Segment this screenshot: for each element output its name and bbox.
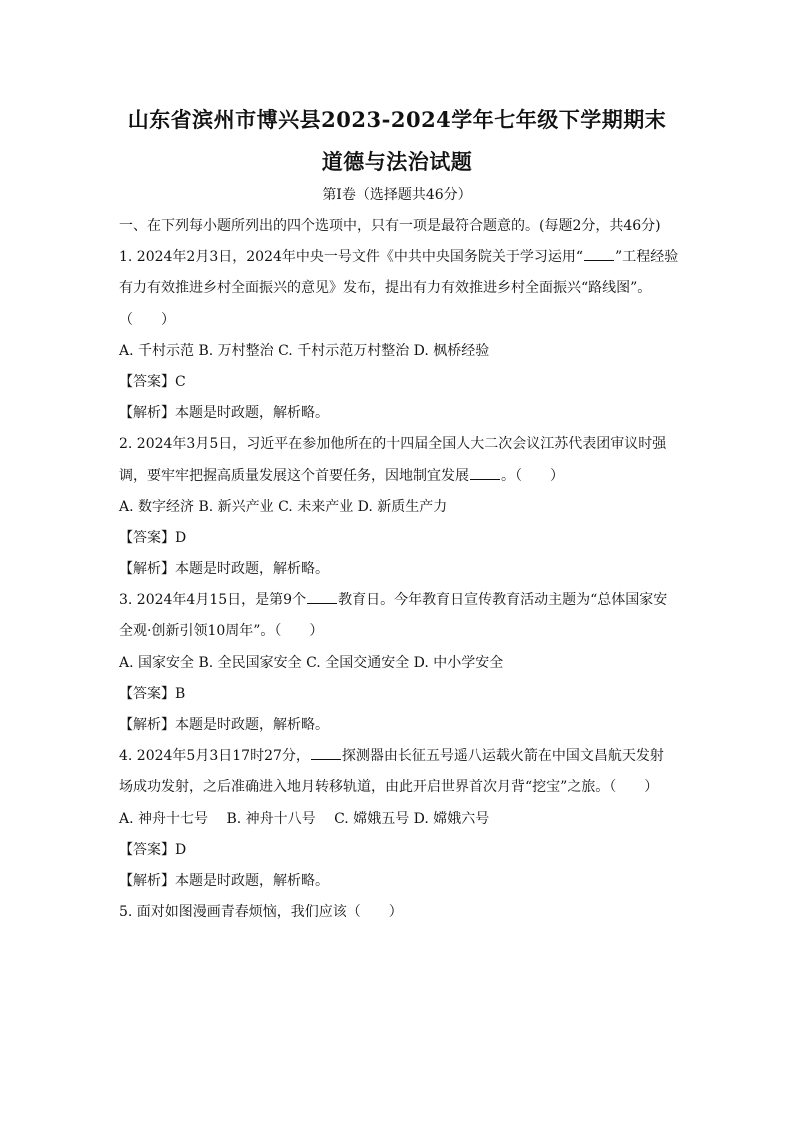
question-3-analysis: 【解析】本题是时政题，解析略。 — [119, 717, 329, 733]
answer-blank — [584, 246, 614, 261]
question-1-stem-line-1: 1. 2024年2月3日，2024年中央一号文件《中共中央国务院关于学习运用“ ”工程经验 — [119, 246, 685, 277]
question-list — [119, 215, 685, 932]
question-1-options: A. 千村示范 B. 万村整治 C. 千村示范万村整治 D. 枫桥经验 — [119, 342, 490, 359]
question-2-answer: 【答案】D — [119, 529, 187, 546]
question-2-stem-line-1: 2. 2024年3月5日，习近平在参加他所在的十四届全国人大二次会议江苏代表团审议时强 — [119, 436, 667, 453]
page-title: 山东省滨州市博兴县2023-2024学年七年级下学期期末 — [127, 107, 667, 132]
question-1-answer: 【答案】C — [119, 373, 186, 390]
question-4-stem-line-2: 场成功发射，之后准确进入地月转移轨道，由此开启世界首次月背“挖宝”之旅。（ ） — [119, 779, 659, 796]
section-heading: 一、在下列每小题所列出的四个选项中，只有一项是最符合题意的。(每题2分，共46分) — [119, 218, 661, 234]
question-1-stem-line-2: 有力有效推进乡村全面振兴的意见》发布，提出有力有效推进乡村全面振兴“路线图”。 — [119, 280, 652, 297]
answer-blank — [470, 465, 500, 480]
question-1-analysis: 【解析】本题是时政题，解析略。 — [119, 405, 329, 422]
question-3-options: A. 国家安全 B. 全民国家安全 C. 全国交通安全 D. 中小学安全 — [119, 654, 504, 671]
question-4-options: A. 神舟十七号 B. 神舟十八号 C. 嫦娥五号 D. 嫦娥六号 — [119, 810, 490, 827]
question-4-analysis: 【解析】本题是时政题，解析略。 — [119, 872, 329, 889]
answer-blank — [311, 745, 341, 760]
question-4-stem-line-1: 4. 2024年5月3日17时27分， 探测器由长征五号遥八运载火箭在中国文昌航天发射 — [119, 745, 685, 776]
question-2-analysis: 【解析】本题是时政题，解析略。 — [119, 561, 329, 578]
question-3-stem-line-2: 全观·创新引领10周年”。（ ） — [119, 623, 324, 640]
question-3-stem-line-1: 3. 2024年4月15日，是第9个 教育日。今年教育日宣传教育活动主题为“总体国家安 — [119, 589, 685, 620]
question-5-stem-line-1: 5. 面对如图漫画青春烦恼，我们应该（ ） — [119, 904, 403, 921]
question-4-answer: 【答案】D — [119, 841, 187, 858]
question-3-answer: 【答案】B — [119, 685, 186, 702]
question-1-stem-line-3: （ ） — [119, 311, 175, 328]
question-2-stem-line-2: 调，要牢牢把握高质量发展这个首要任务，因地制宜发展 。（ ） — [119, 465, 685, 496]
question-2-options: A. 数字经济 B. 新兴产业 C. 未来产业 D. 新质生产力 — [119, 498, 448, 515]
answer-blank — [307, 589, 337, 604]
page-subject-title: 道德与法治试题 — [321, 149, 473, 174]
paper-section-label: 第Ⅰ卷（选择题共46分） — [322, 187, 472, 203]
